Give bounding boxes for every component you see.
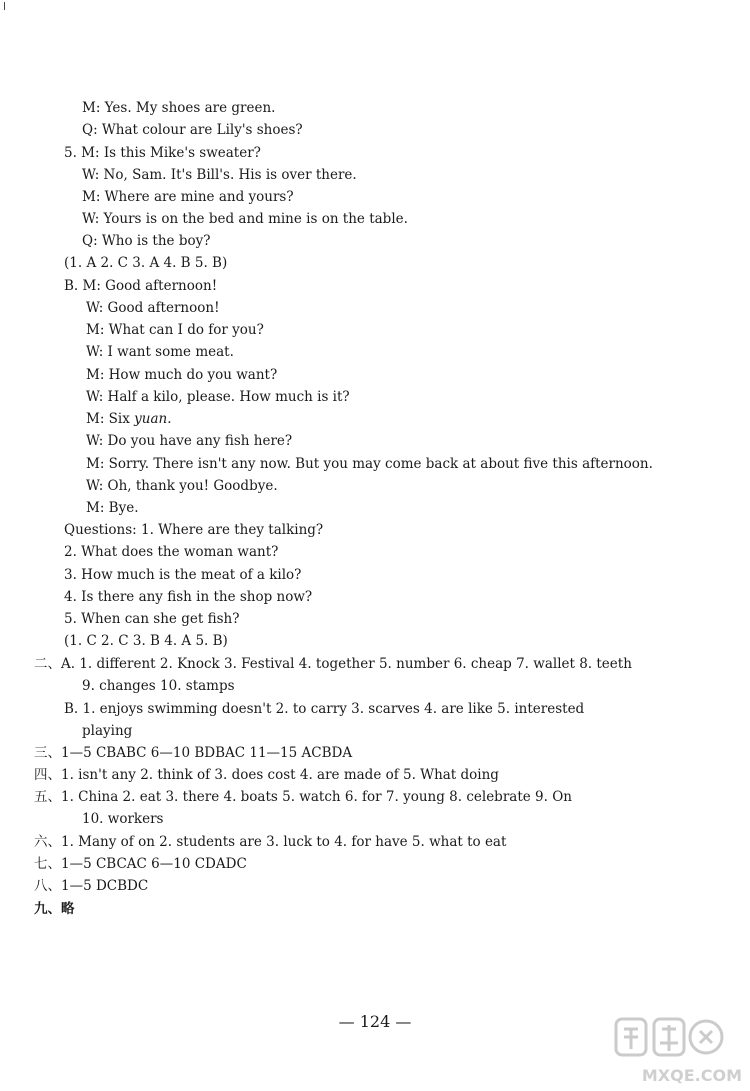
answer-line: 四、1. isn't any 2. think of 3. does cost 4. are made of 5. What doing — [34, 767, 499, 783]
dialogue-line: M: Bye. — [86, 500, 139, 516]
dialogue-line: M: Sorry. There isn't any now. But you may come back at about five this afternoon. — [86, 456, 653, 472]
dialogue-line: 5. M: Is this Mike's sweater? — [64, 145, 261, 161]
answer-line: 六、1. Many of on 2. students are 3. luck to 4. for have 5. what to eat — [34, 834, 507, 850]
watermark-logo-icon — [614, 1015, 724, 1061]
page-number: — 124 — — [338, 1012, 412, 1031]
answer-line: 七、1—5 CBCAC 6—10 CDADC — [34, 856, 247, 872]
scan-mark — [4, 2, 5, 10]
answer-line: 三、1—5 CBABC 6—10 BDBAC 11—15 ACBDA — [34, 745, 353, 761]
answer-line: 五、1. China 2. eat 3. there 4. boats 5. watch 6. for 7. young 8. celebrate 9. On — [34, 789, 572, 805]
dialogue-line: Q: What colour are Lily's shoes? — [82, 122, 303, 138]
dialogue-line: M: Yes. My shoes are green. — [82, 100, 276, 116]
answer-line: B. 1. enjoys swimming doesn't 2. to carry 3. scarves 4. are like 5. interested — [64, 701, 585, 717]
dialogue-line: W: Oh, thank you! Goodbye. — [86, 478, 278, 494]
dialogue-line: W: Good afternoon! — [86, 300, 220, 316]
dialogue-line: W: I want some meat. — [86, 344, 234, 360]
question-line: 4. Is there any fish in the shop now? — [64, 589, 313, 605]
dialogue-line: M: What can I do for you? — [86, 322, 264, 338]
answer-line: 八、1—5 DCBDC — [34, 878, 149, 894]
dialogue-line: W: No, Sam. It's Bill's. His is over there. — [82, 167, 357, 183]
watermark — [602, 1005, 742, 1085]
dialogue-line — [86, 410, 172, 428]
question-line: 2. What does the woman want? — [64, 544, 279, 560]
dialogue-line: W: Yours is on the bed and mine is on the table. — [82, 211, 408, 227]
answer-line: 九、略 — [34, 901, 75, 917]
answer-line: 9. changes 10. stamps — [82, 678, 235, 694]
dialogue-line: B. M: Good afternoon! — [64, 278, 218, 294]
answer-line: 二、A. 1. different 2. Knock 3. Festival 4. together 5. number 6. cheap 7. wallet 8. teeth — [34, 656, 632, 672]
dialogue-line: W: Half a kilo, please. How much is it? — [86, 389, 350, 405]
dialogue-line: W: Do you have any fish here? — [86, 433, 293, 449]
yuan-word: yuan. — [134, 411, 172, 427]
dialogue-line: Q: Who is the boy? — [82, 233, 211, 249]
answer-line: 10. workers — [82, 811, 164, 827]
dialogue-line: M: Where are mine and yours? — [82, 189, 294, 205]
question-line: 5. When can she get fish? — [64, 611, 240, 627]
dialogue-text: M: Six — [86, 411, 135, 427]
answer-line: playing — [82, 723, 133, 739]
dialogue-line: M: How much do you want? — [86, 367, 278, 383]
question-line: 3. How much is the meat of a kilo? — [64, 567, 302, 583]
question-line: Questions: 1. Where are they talking? — [64, 522, 324, 538]
answer-key-line: (1. A 2. C 3. A 4. B 5. B) — [64, 255, 228, 271]
answer-key-line: (1. C 2. C 3. B 4. A 5. B) — [64, 633, 228, 649]
watermark-text: MXQE.COM — [641, 1066, 742, 1085]
